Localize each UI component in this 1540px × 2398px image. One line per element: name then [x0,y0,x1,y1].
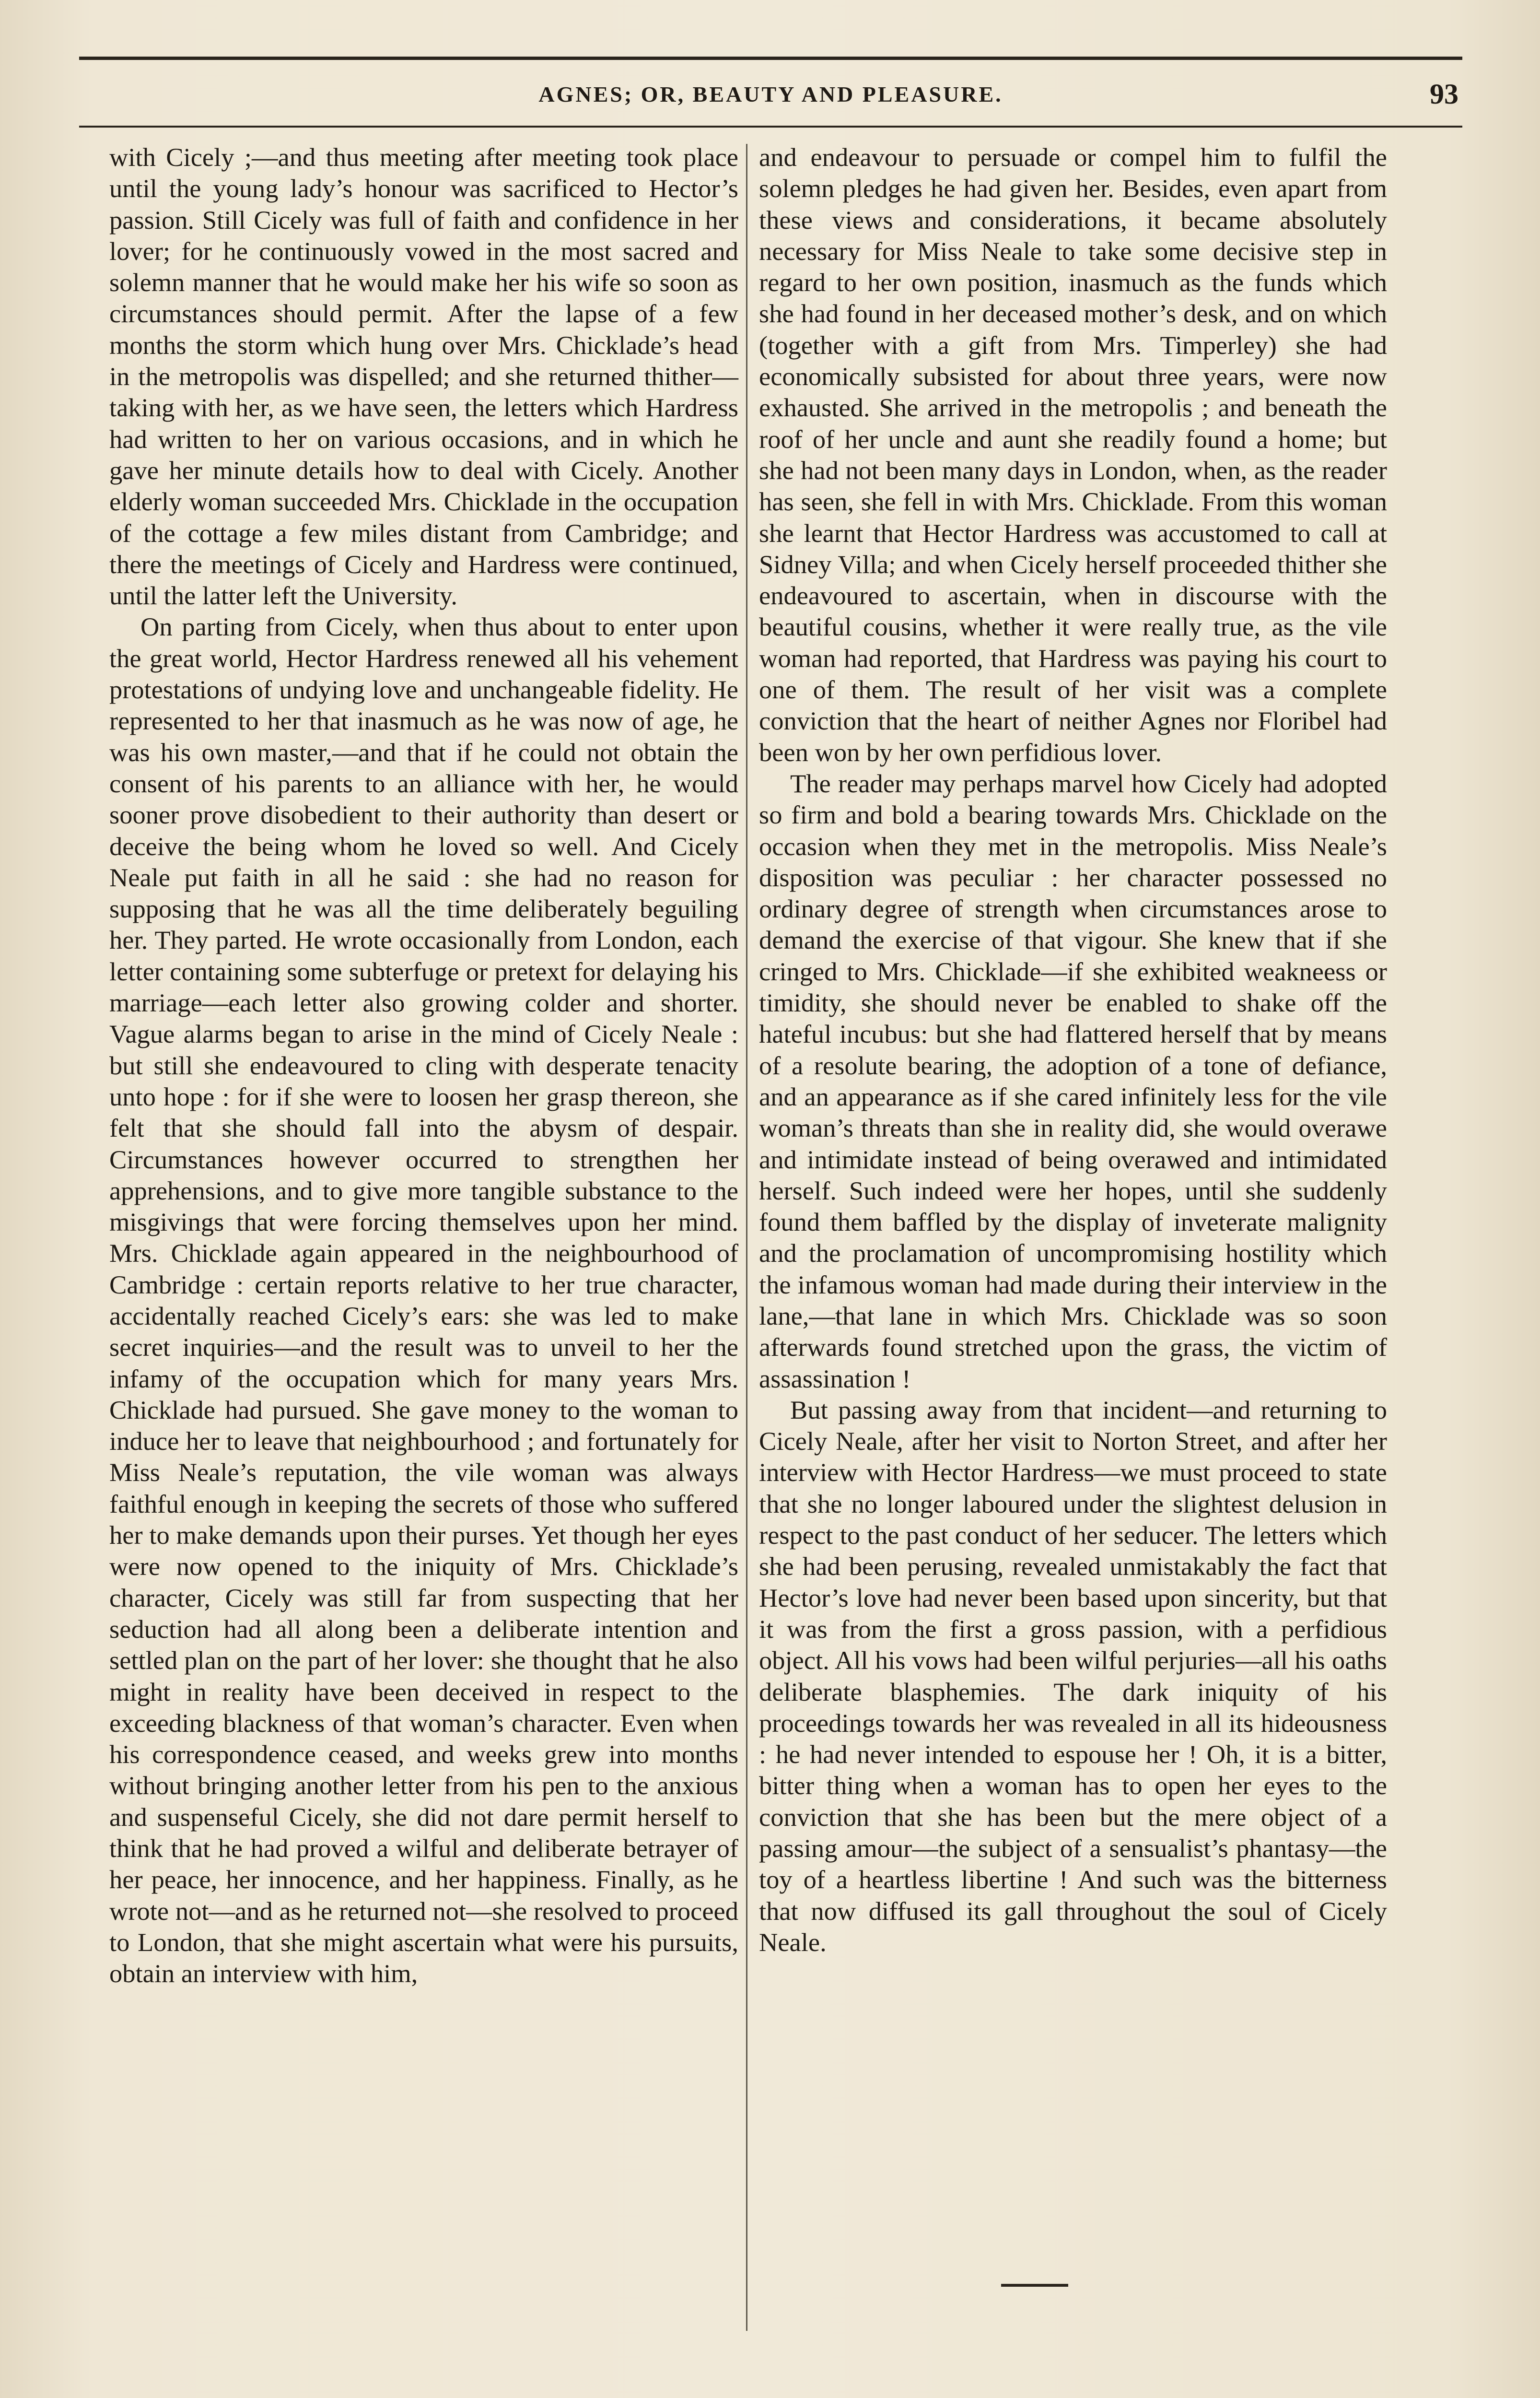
section-end-rule [1001,2284,1068,2287]
right-column [759,141,1387,1958]
paragraph: and endeavour to persuade or compel him to fulfil the solemn pledges he had given her. Besides, even apart from these views and considerations, it became absolutely necessary for Miss Neale to take some decisive step in regard to her own position, inasmuch as the funds which she had found in her deceased mother’s desk, and on which (together with a gift from Mrs. Timperley) she had economically subsisted for about three years, were now exhausted. She arrived in the metropolis ; and beneath the roof of her uncle and aunt she readily found a home; but she had not been many days in London, when, as the reader has seen, she fell in with Mrs. Chicklade. From this woman she learnt that Hector Hardress was accustomed to call at Sidney Villa; and when Cicely herself proceeded thither she endeavoured to ascertain, when in discourse with the beautiful cousins, whether it were really true, as the vile woman had reported, that Hardress was paying his court to one of them. The result of her visit was a complete conviction that the heart of neither Agnes nor Floribel had been won by her own perfidious lover. [759,142,1387,767]
top-rule [79,57,1462,60]
running-title: AGNES; OR, BEAUTY AND PLEASURE. [538,82,1003,106]
paragraph: But passing away from that incident—and returning to Cicely Neale, after her visit to Norton Street, and after her interview with Hector Hardress—we must proceed to state that she no longer laboured under the slightest delusion in respect to the past conduct of her seducer. The letters which she had been perusing, revealed unmistakably the fact that Hector’s love had never been based upon sincerity, but that it was from the first a gross passion, with a perfidious object. All his vows had been wilful perjuries—all his oaths deliberate blasphemies. The dark iniquity of his proceedings towards her was revealed in all its hideousness : he had never intended to espouse her ! Oh, it is a bitter, bitter thing when a woman has to open her eyes to the conviction that she has been but the mere object of a passing amour—the subject of a sensualist’s phantasy—the toy of a heartless libertine ! And such was the bitterness that now diffused its gall throughout the soul of Cicely Neale. [759,1395,1387,1957]
page-number: 93 [1430,78,1458,110]
paragraph: On parting from Cicely, when thus about to enter upon the great world, Hector Hardress renewed all his vehement protestations of undying love and unchangeable fidelity. He represented to her that inasmuch as he was now of age, he was his own master,—and that if he could not obtain the consent of his parents to an alliance with her, he would sooner prove disobedient to their authority than desert or deceive the being whom he loved so well. And Cicely Neale put faith in all he said : she had no reason for supposing that he was all the time deliberately beguiling her. They parted. He wrote occasionally from London, each letter containing some subterfuge or pretext for delaying his marriage—each letter also growing colder and shorter. Vague alarms began to arise in the mind of Cicely Neale : but still she endeavoured to cling with desperate tenacity unto hope : for if she were to loosen her grasp thereon, she felt that she should fall into the abysm of despair. Circumstances however occurred to strengthen her apprehensions, and to give more tangible substance to the misgivings that were forcing themselves upon her mind. Mrs. Chicklade again appeared in the neighbourhood of Cambridge : certain reports relative to her true character, accidentally reached Cicely’s ears: she was led to make secret inquiries—and the result was to unveil to her the infamy of the occupation which for many years Mrs. Chicklade had pursued. She gave money to the woman to induce her to leave that neighbourhood ; and fortunately for Miss Neale’s reputation, the vile woman was always faithful enough in keeping the secrets of those who suffered her to make demands upon their purses. Yet though her eyes were now opened to the iniquity of Mrs. Chicklade’s character, Cicely was still far from suspecting that her seduction had all along been a deliberate intention and settled plan on the part of her lover: she thought that he also might in reality have been deceived in respect to the exceeding blackness of that woman’s character. Even when his correspondence ceased, and weeks grew into months without bringing another letter from his pen to the anxious and suspenseful Cicely, she did not dare permit herself to think that he had proved a wilful and deliberate betrayer of her peace, her innocence, and her happiness. Finally, as he wrote not—and as he returned not—she resolved to proceed to London, that she might ascertain what were his pursuits, obtain an interview with him, [109,612,738,1988]
page-header [79,78,1462,115]
header-rule [79,126,1462,128]
paragraph: with Cicely ;—and thus meeting after meeting took place until the young lady’s honour was sacrificed to Hector’s passion. Still Cicely was full of faith and confidence in her lover; for he continuously vowed in the most sacred and solemn manner that he would make her his wife so soon as circumstances should permit. After the lapse of a few months the storm which hung over Mrs. Chicklade’s head in the metropolis was dispelled; and she returned thither—taking with her, as we have seen, the letters which Hardress had written to her on various occasions, and in which he gave her minute details how to deal with Cicely. Another elderly woman succeeded Mrs. Chicklade in the occupation of the cottage a few miles distant from Cambridge; and there the meetings of Cicely and Hardress were continued, until the latter left the University. [109,142,738,611]
left-column [109,141,738,1989]
paragraph: The reader may perhaps marvel how Cicely had adopted so firm and bold a bearing towards Mrs. Chicklade on the occasion when they met in the metropolis. Miss Neale’s disposition was peculiar : her character possessed no ordinary degree of strength when circumstances arose to demand the exercise of that vigour. She knew that if she cringed to Mrs. Chicklade—if she exhibited weakneess or timidity, she should never be enabled to shake off the hateful incubus: but she had flattered herself that by means of a resolute bearing, the adoption of a tone of defiance, and an appearance as if she cared infinitely less for the vile woman’s threats than she in reality did, she would overawe and intimidate instead of being overawed and intimidated herself. Such indeed were her hopes, until she suddenly found them baffled by the display of inveterate malignity and the proclamation of uncompromising hostility which the infamous woman had made during their interview in the lane,—that lane in which Mrs. Chicklade was so soon afterwards found stretched upon the grass, the victim of assassination ! [759,768,1387,1393]
column-divider [746,144,747,2331]
